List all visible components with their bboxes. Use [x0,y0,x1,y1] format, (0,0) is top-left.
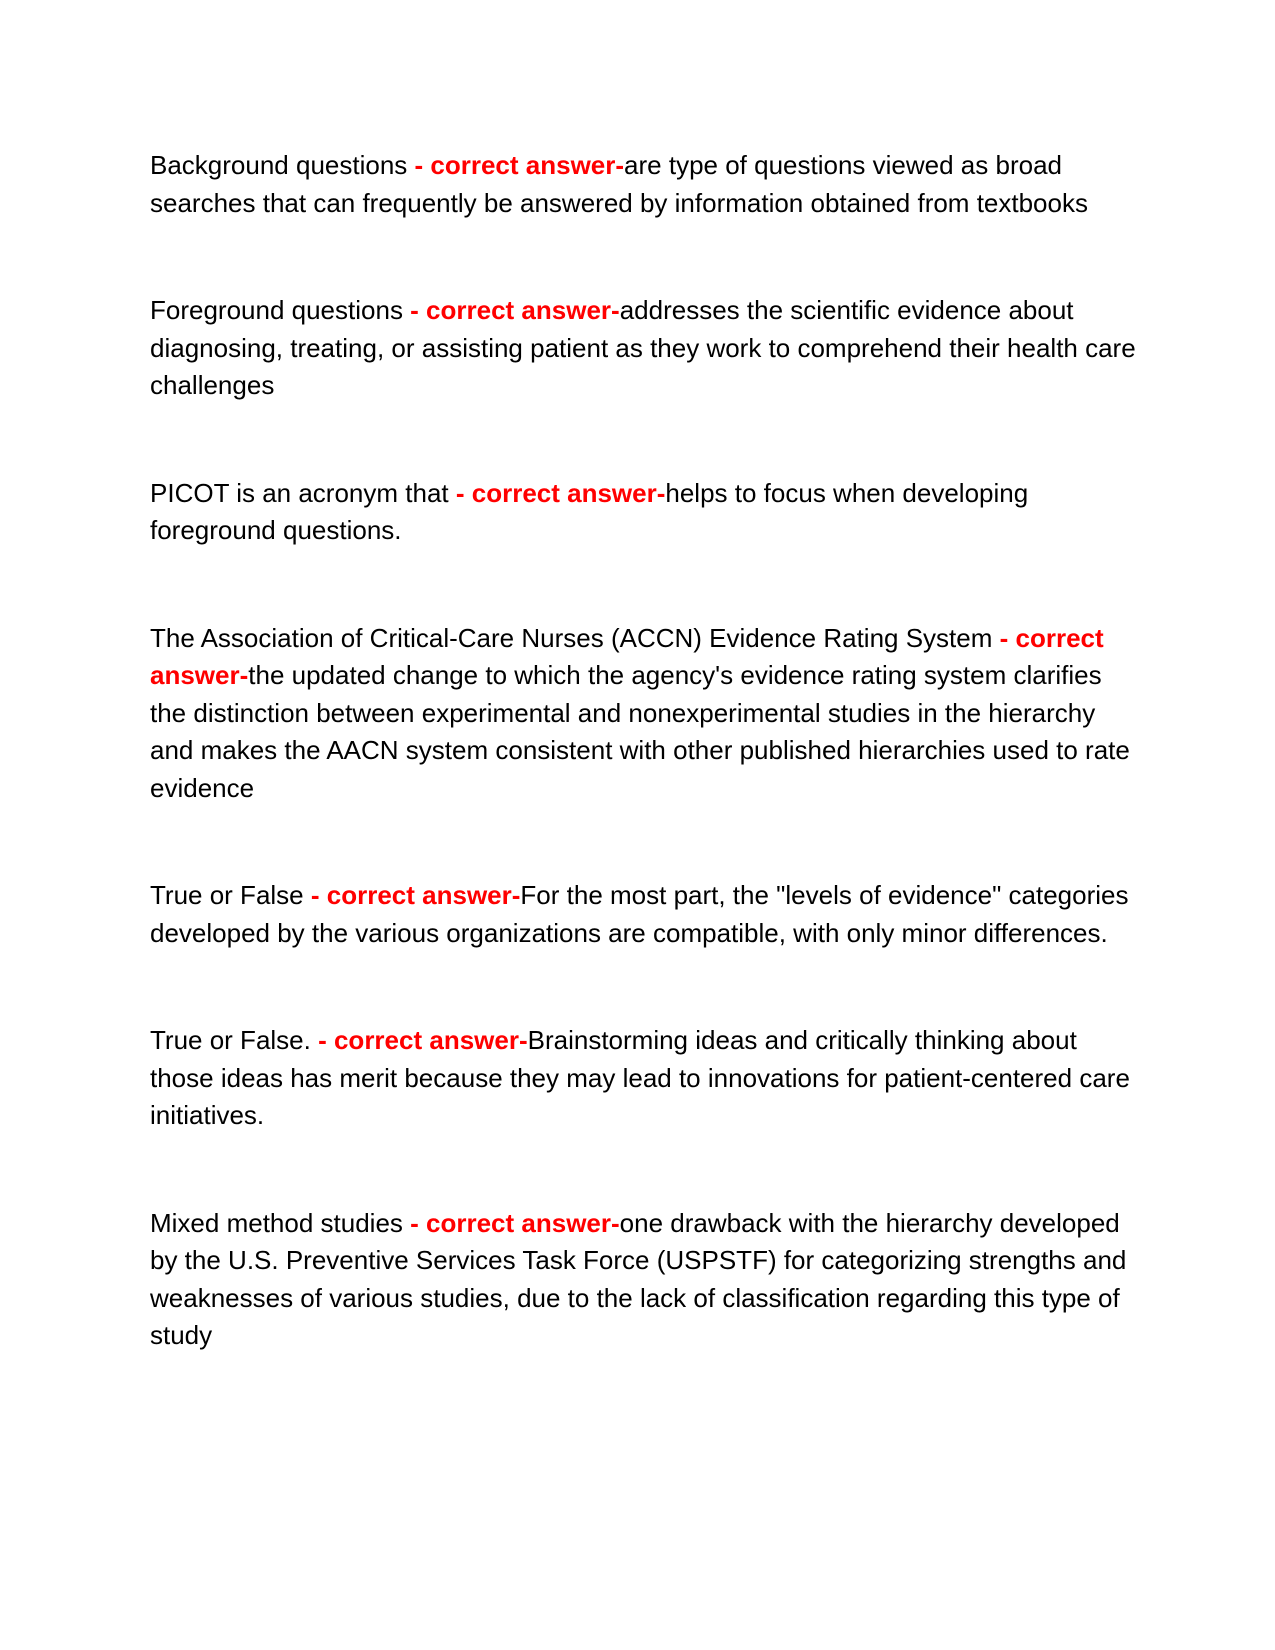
qa-entry-picot [150,475,1140,550]
answer-text: helps to focus when developing foreground questions. [150,477,1029,545]
qa-entry-foreground-questions [150,292,1140,405]
question-text: The Association of Critical-Care Nurses (ACCN) Evidence Rating System [150,622,1000,653]
document-body [150,147,1140,1355]
question-text: PICOT is an acronym that [150,477,456,508]
answer-text: addresses the scientific evidence about diagnosing, treating, or assisting patient as they work to comprehend their health care challenges [150,295,1136,400]
answer-text: are type of questions viewed as broad searches that can frequently be answered by information obtained from textbooks [150,150,1088,218]
question-text: Background questions [150,150,415,180]
correct-answer-label: - correct answer- [310,880,521,910]
question-text: Foreground questions [150,295,411,325]
correct-answer-label: - correct answer- [410,295,620,325]
question-text: Mixed method studies [150,1207,411,1238]
qa-entry-accn-rating-system [150,620,1140,808]
correct-answer-label: - correct answer- [414,150,625,180]
answer-text: one drawback with the hierarchy developed by the U.S. Preventive Services Task Force (USPSTF) for categorizing strengths and weaknesses of various studies, due to the lack of classification regarding this type of study [150,1207,1127,1350]
answer-text: Brainstorming ideas and critically thinking about those ideas has merit because they may lead to innovations for patient-centered care initiatives. [150,1025,1130,1130]
answer-text: the updated change to which the agency's evidence rating system clarifies the distinction between experimental and nonexperimental studies in the hierarchy and makes the AACN system consistent with other published hierarchies used to rate evidence [150,660,1130,803]
qa-entry-true-false-levels [150,877,1140,952]
question-text: True or False. [150,1025,319,1055]
qa-entry-true-false-brainstorming [150,1022,1140,1135]
qa-entry-background-questions [150,147,1140,222]
correct-answer-label: - correct answer- [150,622,1104,690]
correct-answer-label: - correct answer- [318,1025,528,1055]
qa-entry-mixed-method-studies [150,1205,1140,1355]
question-text: True or False [150,880,311,910]
answer-text: For the most part, the "levels of evidence" categories developed by the various organizations are compatible, with only minor differences. [150,880,1129,948]
correct-answer-label: - correct answer- [410,1207,620,1238]
correct-answer-label: - correct answer- [455,477,666,508]
